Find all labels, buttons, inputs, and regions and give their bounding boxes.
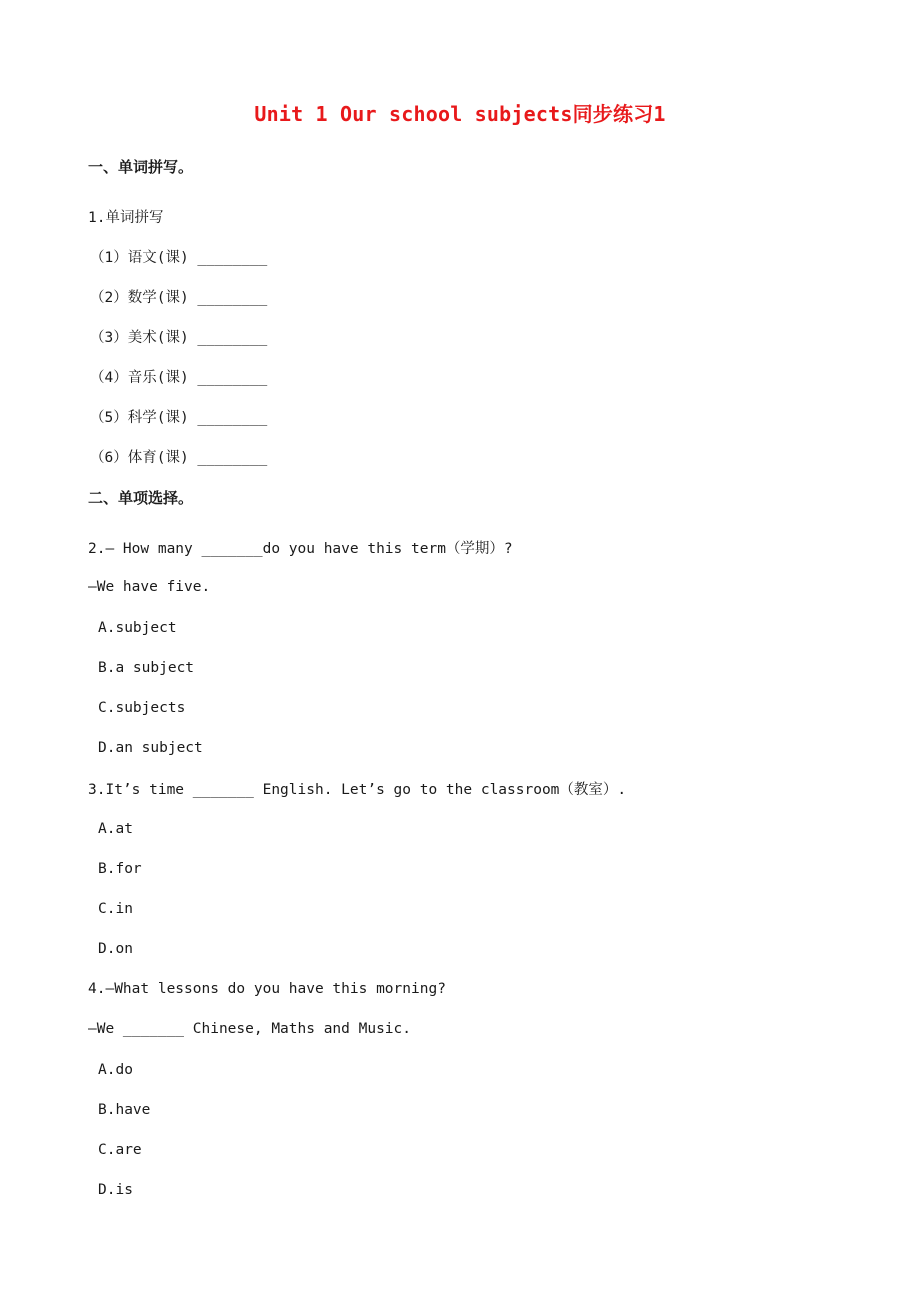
spelling-item-1: （1）语文(课) ________ bbox=[90, 250, 268, 266]
spelling-item-6: （6）体育(课) ________ bbox=[90, 450, 268, 466]
question-2-option-b[interactable]: B.a subject bbox=[98, 660, 195, 676]
spelling-item-3: （3）美术(课) ________ bbox=[90, 330, 268, 346]
section2-heading: 二、单项选择。 bbox=[88, 489, 194, 507]
question-2-stem: 2.— How many _______do you have this term（学期）? bbox=[88, 541, 513, 557]
question-3-option-d[interactable]: D.on bbox=[98, 941, 133, 957]
page-title: Unit 1 Our school subjects同步练习1 bbox=[254, 102, 666, 126]
question-4-option-c[interactable]: C.are bbox=[98, 1142, 142, 1158]
question-4-reply: —We _______ Chinese, Maths and Music. bbox=[88, 1021, 412, 1037]
section1-heading: 一、单词拼写。 bbox=[88, 158, 194, 176]
question-2-reply: —We have five. bbox=[88, 579, 211, 595]
spelling-item-4: （4）音乐(课) ________ bbox=[90, 370, 268, 386]
question-4-option-d[interactable]: D.is bbox=[98, 1182, 133, 1198]
question-3-stem: 3.It’s time _______ English. Let’s go to the classroom（教室）. bbox=[88, 782, 627, 798]
question-4-option-b[interactable]: B.have bbox=[98, 1102, 151, 1118]
question-3-option-c[interactable]: C.in bbox=[98, 901, 133, 917]
spelling-item-2: （2）数学(课) ________ bbox=[90, 290, 268, 306]
question-1-stem: 1.单词拼写 bbox=[88, 210, 164, 226]
question-2-option-a[interactable]: A.subject bbox=[98, 620, 177, 636]
question-2-option-d[interactable]: D.an subject bbox=[98, 740, 203, 756]
question-4-option-a[interactable]: A.do bbox=[98, 1062, 133, 1078]
question-2-option-c[interactable]: C.subjects bbox=[98, 700, 186, 716]
question-3-option-b[interactable]: B.for bbox=[98, 861, 142, 877]
question-3-option-a[interactable]: A.at bbox=[98, 821, 133, 837]
spelling-item-5: （5）科学(课) ________ bbox=[90, 410, 268, 426]
question-4-stem: 4.—What lessons do you have this morning? bbox=[88, 981, 446, 997]
